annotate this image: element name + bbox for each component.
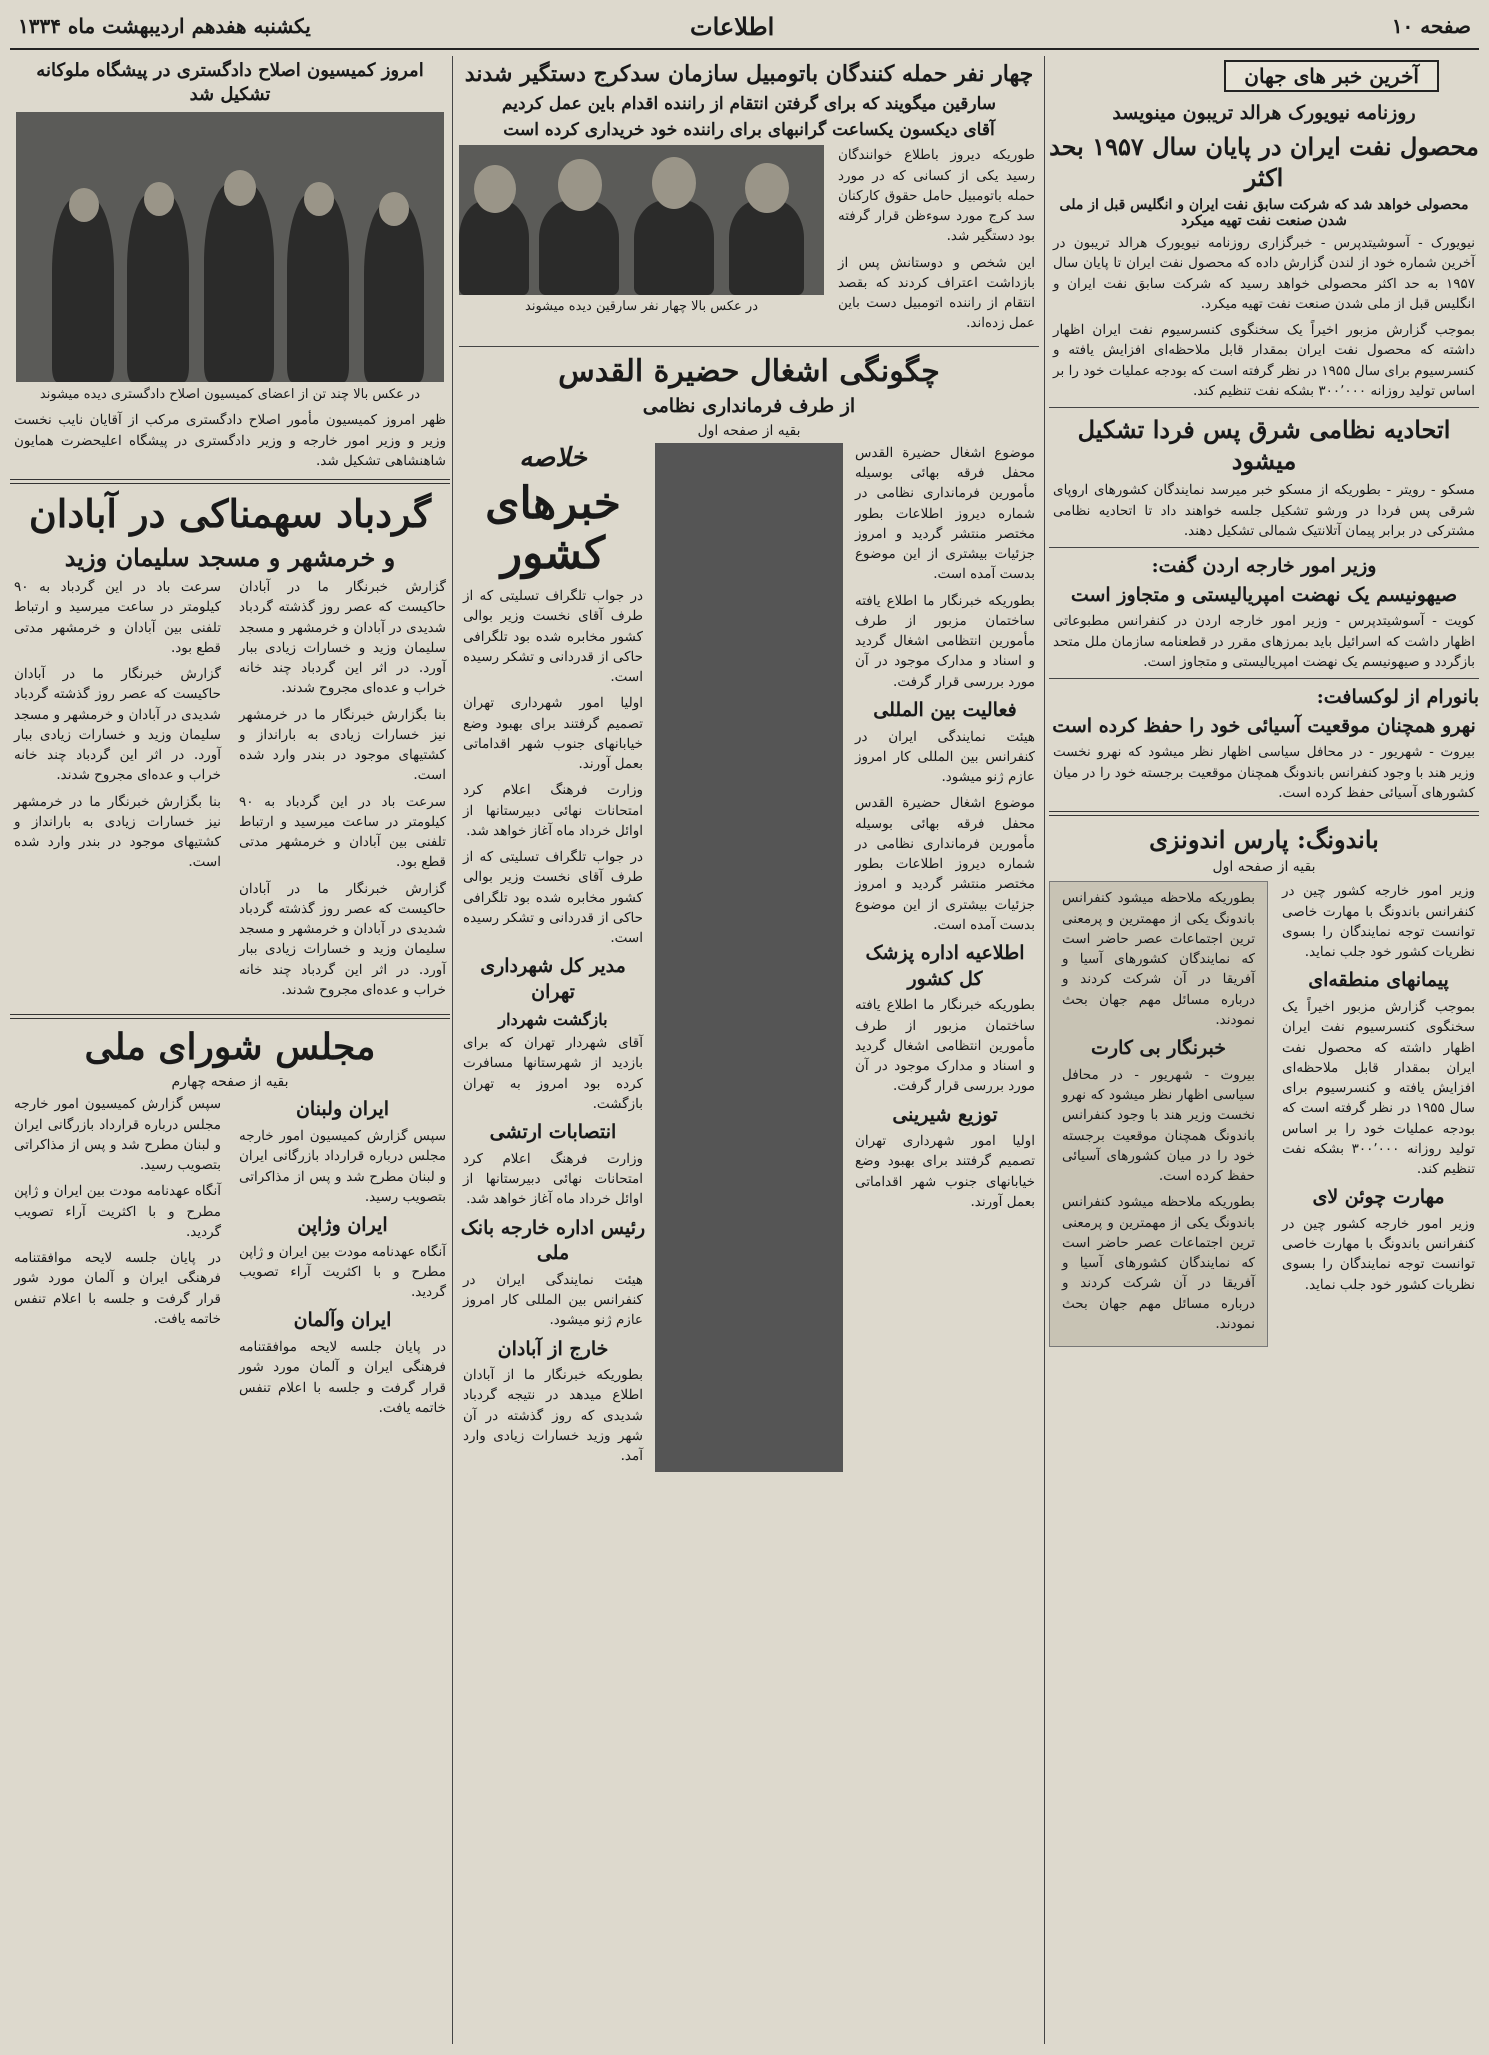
continued-note: بقیه از صفحه اول xyxy=(1212,859,1316,876)
section-heading: ایران ولبنان xyxy=(295,1098,390,1121)
subheadline: آقای دیکسون یکساعت گرانبهای برای راننده خود خریداری کرده است xyxy=(503,119,995,140)
summary-label: خلاصه xyxy=(519,442,587,473)
continued-note: بقیه از صفحه چهارم xyxy=(171,1074,289,1091)
section-heading: ایران وژاپن xyxy=(297,1214,388,1237)
section-heading: پیمانهای منطقه‌ای xyxy=(1308,969,1449,992)
article-text: بموجب گزارش مزبور اخیراً یک سخنگوی کنسرسیوم نفت ایران اظهار داشته که محصول نفت ایران بمقدار قابل ملاحظه‌ای افزایش یافته و کنسرسیوم برای سال ۱۹۵۵ در نظر گرفته است که بودجه عملیات خود را بر اساس تولید روزانه ۳۰۰٬۰۰۰ بشکه نفت تنظیم کند. xyxy=(1282,999,1475,1178)
section-heading: خارج از آبادان xyxy=(497,1337,609,1360)
article-text: بطوریکه خبرنگار ما اطلاع یافته ساختمان مزبور از طرف مأمورین انتظامی اشغال گردید و اسناد و مدارک موجود در آن مورد بررسی قرار گرفت. xyxy=(855,997,1035,1095)
section-heading: انتصابات ارتشی xyxy=(489,1121,617,1144)
article-text: گزارش خبرنگار ما در آبادان حاکیست که عصر روز گذشته گردباد شدیدی در آبادان و خرمشهر و مسجد سلیمان وزید و خسارات زیادی ببار آورد. در اثر این گردباد چند خانه خراب و عده‌ای مجروح شدند. xyxy=(239,880,446,998)
article-text: اولیا امور شهرداری تهران تصمیم گرفتند برای بهبود وضع خیابانهای جنوب شهر اقداماتی بعمل آورند. xyxy=(463,695,643,773)
section-heading: مدیر کل شهرداری تهران xyxy=(480,955,626,1003)
column-divider xyxy=(1044,56,1045,2044)
article-text: بطوریکه خبرنگار ما اطلاع یافته ساختمان مزبور از طرف مأمورین انتظامی اشغال گردید و اسناد و مدارک موجود در آن مورد بررسی قرار گرفت. xyxy=(855,592,1035,690)
page-header xyxy=(10,8,1479,50)
article-text: وزیر امور خارجه کشور چین در کنفرانس باندونگ با مهارت خاصی توانست توجه نمایندگان را بسوی نظریات کشور خود جلب نماید. xyxy=(1282,1215,1475,1293)
article-text: مسکو - رویتر - بطوریکه از مسکو خبر میرسد نمایندگان کشورهای اروپای شرقی پس فردا در ورشو تشکیل جلسه خواهند داد تا اتحادیه نظامی مشترکی در برابر پیمان آتلانتیک شمالی تشکیل دهند. xyxy=(1053,482,1475,539)
subheadline: و خرمشهر و مسجد سلیمان وزید xyxy=(64,542,396,572)
section-heading: فعالیت بین المللی xyxy=(873,698,1017,721)
article-text: نیویورک - آسوشیتدپرس - خبرگزاری روزنامه نیویورک هرالد تریبون در آخرین شماره خود از لندن گزارش داده که محصول نفت ایران تا پایان سال ۱۹۵۷ به حد اکثر محصولی خواهد رسید که شرکت سابق نفت ایران و انگلیس قبل از ملی شدن صنعت نفت تهیه میکرد. xyxy=(1053,235,1475,312)
section-heading: خبرنگار بی کارت xyxy=(1091,1037,1226,1060)
article-text: وزارت فرهنگ اعلام کرد امتحانات نهائی دبیرستانها از اوائل خرداد ماه آغاز خواهد شد. xyxy=(463,1150,643,1208)
article-text: در پایان جلسه لایحه موافقتنامه فرهنگی ایران و آلمان مورد شور قرار گرفت و جلسه با اعلام تنفس خاتمه یافت. xyxy=(14,1250,221,1327)
subheadline: محصولی خواهد شد که شرکت سابق نفت ایران و انگلیس قبل از ملی شدن صنعت نفت تهیه میکرد xyxy=(1059,197,1469,230)
continued-note: بقیه از صفحه اول xyxy=(697,422,801,439)
subheadline: سارقین میگویند که برای گرفتن انتقام از راننده اقدام باین عمل کردیم xyxy=(501,93,997,114)
article-text: این شخص و دوستانش پس از بازداشت اعتراف کردند که بقصد انتقام از راننده اتومبیل دست باین عمل زده‌اند. xyxy=(838,254,1035,332)
column-divider xyxy=(452,56,453,2044)
article-text: در پایان جلسه لایحه موافقتنامه فرهنگی ایران و آلمان مورد شور قرار گرفت و جلسه با اعلام تنفس خاتمه یافت. xyxy=(239,1339,446,1416)
subheadline: از طرف فرمانداری نظامی xyxy=(642,395,856,418)
article-text: وزیر امور خارجه کشور چین در کنفرانس باندونگ با مهارت خاصی توانست توجه نمایندگان را بسوی نظریات کشور خود جلب نماید. xyxy=(1282,883,1475,961)
headline-majlis: مجلس شورای ملی xyxy=(84,1026,376,1069)
newspaper-name: اطلاعات xyxy=(690,12,775,41)
article-text: بطوریکه خبرنگار ما از آبادان اطلاع میدهد در نتیجه گردباد شدیدی که روز گذشته در آن شهر وزید خسارات زیادی وارد آمد. xyxy=(463,1367,643,1465)
article-kicker: وزیر امور خارجه اردن گفت: xyxy=(1151,555,1377,578)
headline-oil: محصول نفت ایران در پایان سال ۱۹۵۷ بحد اکثر xyxy=(1049,131,1479,192)
article-text: موضوع اشغال حضیرة القدس محفل فرقه بهائی بوسیله مأمورین فرمانداری نظامی در شماره دیروز اطلاعات بطور مختصر منتشر گردید و امروز جزئیات بیشتری از این موضوع بدست آمده است. xyxy=(855,444,1035,583)
article-text: آنگاه عهدنامه مودت بین ایران و ژاپن مطرح و با اکثریت آراء تصویب گردید. xyxy=(239,1243,446,1301)
article-text: در جواب تلگراف تسلیتی که از طرف آقای نخست وزیر بوالی کشور مخابره شده بود تلگرافی حاکی از قدردانی و تشکر رسیده است. xyxy=(463,588,643,686)
section-heading: بازگشت شهردار xyxy=(498,1009,608,1029)
article-text: اولیا امور شهرداری تهران تصمیم گرفتند برای بهبود وضع خیابانهای جنوب شهر اقداماتی بعمل آورند. xyxy=(855,1133,1035,1210)
article-text: گزارش خبرنگار ما در آبادان حاکیست که عصر روز گذشته گردباد شدیدی در آبادان و خرمشهر و مسجد سلیمان وزید و خسارات زیادی ببار آورد. در اثر این گردباد چند خانه خراب و عده‌ای مجروح شدند. xyxy=(14,666,221,784)
article-text: کویت - آسوشیتدپرس - وزیر امور خارجه اردن در کنفرانس مطبوعاتی اظهار داشت که اسرائیل باید بمرزهای مقرر در قطعنامه سازمان ملل متحد بازگردد و صیهونیسم یک نهضت امپریالیستی و متجاوز است. xyxy=(1053,613,1475,670)
section-heading: رئیس اداره خارجه بانک ملی xyxy=(460,1216,646,1265)
newspaper-page xyxy=(10,8,1479,2048)
article-text: در جواب تلگراف تسلیتی که از طرف آقای نخست وزیر بوالی کشور مخابره شده بود تلگرافی حاکی از قدردانی و تشکر رسیده است. xyxy=(463,849,643,947)
article-text: ظهر امروز کمیسیون مأمور اصلاح دادگستری مرکب از آقایان نایب نخست وزیر و وزیر امور خارجه و وزیر دادگستری در پیشگاه اعلیحضرت همایون شاهنشاهی تشکیل شد. xyxy=(14,412,446,469)
article-text: موضوع اشغال حضیرة القدس محفل فرقه بهائی بوسیله مأمورین فرمانداری نظامی در شماره دیروز اطلاعات بطور مختصر منتشر گردید و امروز جزئیات بیشتری از این موضوع بدست آمده است. xyxy=(855,795,1035,933)
article-text: بنا بگزارش خبرنگار ما در خرمشهر نیز خسارات زیادی به بارانداز و کشتیهای موجود در بندر وارد شده است. xyxy=(14,793,221,871)
headline-jordan: صیهونیسم یک نهضت امپریالیستی و متجاوز است xyxy=(1070,583,1458,606)
middle-column xyxy=(459,56,1039,2044)
page-number: صفحه ۱۰ xyxy=(1391,14,1471,38)
article-kicker: روزنامه نیویورک هرالد تریبون مینویسد xyxy=(1112,102,1416,124)
article-text: گزارش خبرنگار ما در آبادان حاکیست که عصر روز گذشته گردباد شدیدی در آبادان و خرمشهر و مسجد سلیمان وزید و خسارات زیادی ببار آورد. در اثر این گردباد چند خانه خراب و عده‌ای مجروح شدند. xyxy=(239,579,446,697)
headline-country-news: خبرهای کشور xyxy=(485,477,621,580)
commission-photo xyxy=(16,112,444,382)
article-text: آنگاه عهدنامه مودت بین ایران و ژاپن مطرح و با اکثریت آراء تصویب گردید. xyxy=(14,1183,221,1240)
photo-caption: در عکس بالا چهار نفر سارقین دیده میشوند xyxy=(525,299,758,315)
section-heading: اطلاعیه اداره پزشک کل کشور xyxy=(865,942,1025,990)
article-text: طوریکه دیروز باطلاع خوانندگان رسید یکی از کسانی که در مورد حمله باتومبیل حامل حقوق کارکنان سد کرج مورد سوءظن قرار گرفته بود دستگیر شد. xyxy=(838,147,1035,245)
headline-whirlwind: گردباد سهمناکی در آبادان xyxy=(28,491,432,537)
section-heading: مهارت چوئن لای xyxy=(1312,1186,1445,1209)
article-text: سپس گزارش کمیسیون امور خارجه مجلس درباره قرارداد بازرگانی ایران و لبنان مطرح شد و پس از مذاکراتی بتصویب رسید. xyxy=(239,1128,446,1205)
left-column xyxy=(10,56,450,2044)
headline-bandung: باندونگ: پارس اندونزی xyxy=(1149,825,1379,855)
shaded-box xyxy=(1049,881,1268,1347)
article-text: سپس گزارش کمیسیون امور خارجه مجلس درباره قرارداد بازرگانی ایران و لبنان مطرح شد و پس از مذاکراتی بتصویب رسید. xyxy=(14,1096,221,1174)
article-text: بیروت - شهریور - در محافل سیاسی اظهار نظر میشود که نهرو نخست وزیر هند با وجود کنفرانس باندونگ همچنان موقعیت برجسته خود را در میان کشورهای آسیائی حفظ کرده است. xyxy=(1062,1066,1255,1185)
right-column xyxy=(1049,56,1479,2044)
section-heading: ایران وآلمان xyxy=(293,1309,392,1332)
issue-date: یکشنبه هفدهم اردیبهشت ماه ۱۳۳۴ xyxy=(18,14,311,38)
article-text: سرعت باد در این گردباد به ۹۰ کیلومتر در ساعت میرسید و ارتباط تلفنی بین آبادان و خرمشهر مدتی قطع بود. xyxy=(14,579,221,656)
article-text: آقای شهردار تهران که برای بازدید از شهرستانها مسافرت کرده بود امروز به تهران بازگشت. xyxy=(463,1035,643,1112)
article-text: هیئت نمایندگی ایران در کنفرانس بین المللی کار امروز عازم ژنو میشود. xyxy=(463,1271,643,1329)
article-kicker: بانورام از لوکسافت: xyxy=(1316,686,1479,709)
article-text: بطوریکه ملاحظه میشود کنفرانس باندونگ یکی از مهمترین و پرمعنی ترین اجتماعات عصر حاضر است که نمایندگان کشورهای آسیا و آفریقا در آن شرکت کردند و درباره مسائل مهم جهان بحث نمودند. xyxy=(1062,1194,1255,1332)
headline-commission: امروز کمیسیون اصلاح دادگستری در پیشگاه ملوکانه تشکیل شد xyxy=(36,60,424,106)
article-text: بموجب گزارش مزبور اخیراً یک سخنگوی کنسرسیوم نفت ایران اظهار داشته که محصول نفت ایران بمقدار قابل ملاحظه‌ای افزایش یافته و کنسرسیوم برای سال ۱۹۵۵ در نظر گرفته است که بودجه عملیات خود را بر اساس تولید روزانه ۳۰۰٬۰۰۰ بشکه نفت تنظیم کند. xyxy=(1053,322,1475,399)
robbers-photo xyxy=(459,145,824,295)
headline-nehru: نهرو همچنان موقعیت آسیائی خود را حفظ کرده است xyxy=(1052,714,1476,737)
article-text: بیروت - شهریور - در محافل سیاسی اظهار نظر میشود که نهرو نخست وزیر هند با وجود کنفرانس باندونگ همچنان موقعیت برجسته خود را در میان کشورهای آسیائی حفظ کرده است. xyxy=(1053,744,1475,801)
world-news-box-title: آخرین خبر های جهان xyxy=(1224,60,1439,92)
headline-eastern-union: اتحادیه نظامی شرق پس فردا تشکیل میشود xyxy=(1077,415,1451,476)
headline-robbers: چهار نفر حمله کنندگان باتومبیل سازمان سدکرج دستگیر شدند xyxy=(464,61,1034,87)
photo-caption: در عکس بالا چند تن از اعضای کمیسیون اصلاح دادگستری دیده میشوند xyxy=(39,386,421,402)
section-heading: توزیع شیرینی xyxy=(892,1103,998,1126)
article-text: هیئت نمایندگی ایران در کنفرانس بین المللی کار امروز عازم ژنو میشود. xyxy=(855,728,1035,785)
headline-hazirat: چگونگی اشغال حضیرة القدس xyxy=(558,353,940,389)
article-text: بنا بگزارش خبرنگار ما در خرمشهر نیز خسارات زیادی به بارانداز و کشتیهای موجود در بندر وارد شده است. xyxy=(239,706,446,784)
article-text: وزارت فرهنگ اعلام کرد امتحانات نهائی دبیرستانها از اوائل خرداد ماه آغاز خواهد شد. xyxy=(463,782,643,839)
article-text: سرعت باد در این گردباد به ۹۰ کیلومتر در ساعت میرسید و ارتباط تلفنی بین آبادان و خرمشهر مدتی قطع بود. xyxy=(239,793,446,871)
article-text: بطوریکه ملاحظه میشود کنفرانس باندونگ یکی از مهمترین و پرمعنی ترین اجتماعات عصر حاضر است که نمایندگان کشورهای آسیا و آفریقا در آن شرکت کردند و درباره مسائل مهم جهان بحث نمودند. xyxy=(1062,890,1255,1028)
